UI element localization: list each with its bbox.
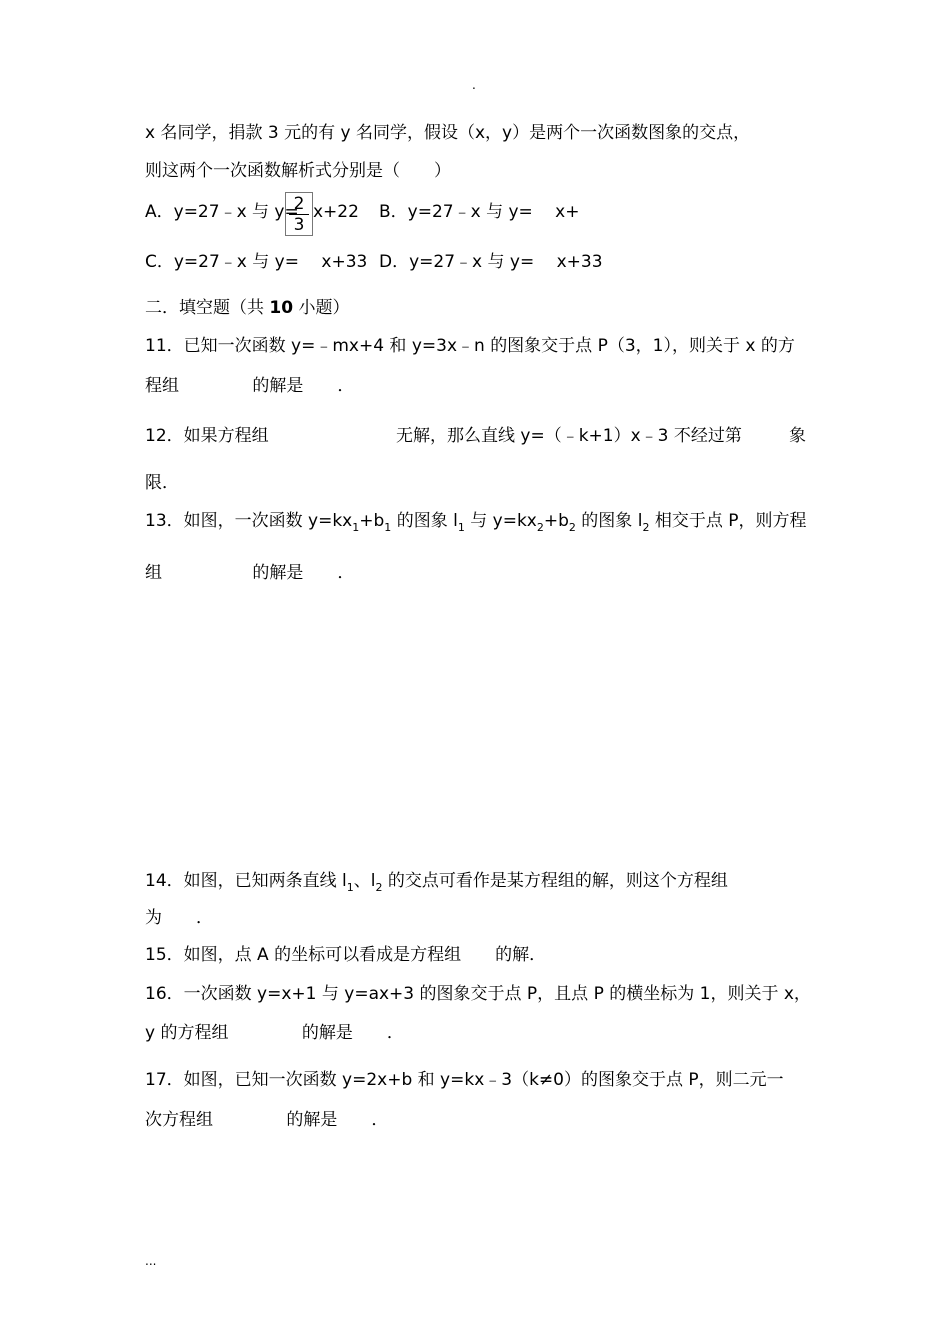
q13-text: +b: [543, 511, 569, 531]
q14-text: 、l: [353, 871, 376, 891]
q14-text: 14．如图，已知两条直线 l: [145, 871, 347, 891]
q13-text: 相交于点 P，则方程: [649, 511, 807, 531]
section-heading: [145, 297, 349, 319]
option-c: C．y=27﹣x 与 y= x+33: [145, 252, 368, 272]
q15: 15．如图，点 A 的坐标可以看成是方程组 的解．: [145, 945, 547, 965]
q17-line1: 17．如图，已知一次函数 y=2x+b 和 y=kx﹣3（k≠0）的图象交于点 P，则二元一: [145, 1070, 784, 1090]
option-a: [145, 201, 299, 223]
section-prefix: 二．填空题（共: [145, 298, 270, 318]
option-a-suffix: x+22: [313, 202, 359, 222]
q11-line2: 程组 的解是 ．: [145, 376, 355, 396]
q13-text: +b: [359, 511, 385, 531]
q12-part-b: 无解，那么直线 y=（﹣k+1）x﹣3 不经过第: [396, 426, 742, 446]
subscript: 1: [457, 521, 465, 534]
q13-text: 的图象 l: [391, 511, 458, 531]
option-a-fraction: [285, 192, 313, 236]
section-count: 10: [269, 298, 294, 318]
option-d: D．y=27﹣x 与 y= x+33: [379, 252, 603, 272]
subscript: 2: [536, 521, 544, 534]
option-a-prefix: A．y=27﹣x 与 y=: [145, 202, 299, 222]
q16-line2: y 的方程组 的解是 ．: [145, 1023, 404, 1043]
q12-part-c: 象: [789, 426, 806, 446]
q13-text: 与 y=kx: [464, 511, 537, 531]
q14-line2: 为 ．: [145, 908, 213, 928]
footer-dots: ...: [145, 1254, 157, 1268]
subscript: 1: [352, 521, 360, 534]
q13-text: 的图象 l: [575, 511, 643, 531]
q10-line2: 则这两个一次函数解析式分别是（ ）: [145, 161, 451, 181]
q14-text: 的交点可看作是某方程组的解，则这个方程组: [382, 871, 728, 891]
q10-line1: x 名同学，捐款 3 元的有 y 名同学，假设（x，y）是两个一次函数图象的交点，: [145, 123, 751, 143]
fraction-denominator: 3: [293, 215, 305, 235]
q12-part-a: 12．如果方程组: [145, 426, 269, 446]
q17-line2: 次方程组 的解是 ．: [145, 1110, 389, 1130]
subscript: 1: [384, 521, 392, 534]
q13-text: 13．如图，一次函数 y=kx: [145, 511, 353, 531]
subscript: 2: [568, 521, 576, 534]
subscript: 2: [642, 521, 650, 534]
q14-line1: [145, 870, 728, 892]
q12-line2: 限．: [145, 473, 179, 493]
section-suffix: 小题）: [293, 298, 350, 318]
option-b: B．y=27﹣x 与 y= x+: [379, 202, 580, 222]
subscript: 2: [375, 881, 383, 894]
header-dot: .: [472, 78, 476, 92]
fraction-numerator: 2: [293, 194, 305, 214]
subscript: 1: [346, 881, 354, 894]
q13-line1: [145, 510, 807, 532]
q16-line1: 16．一次函数 y=x+1 与 y=ax+3 的图象交于点 P，且点 P 的横坐标为 1，则关于 x，: [145, 984, 811, 1004]
q11-line1: 11．已知一次函数 y=﹣mx+4 和 y=3x﹣n 的图象交于点 P（3，1），则关于 x 的方: [145, 336, 795, 356]
q13-line2: 组 的解是 ．: [145, 563, 355, 583]
